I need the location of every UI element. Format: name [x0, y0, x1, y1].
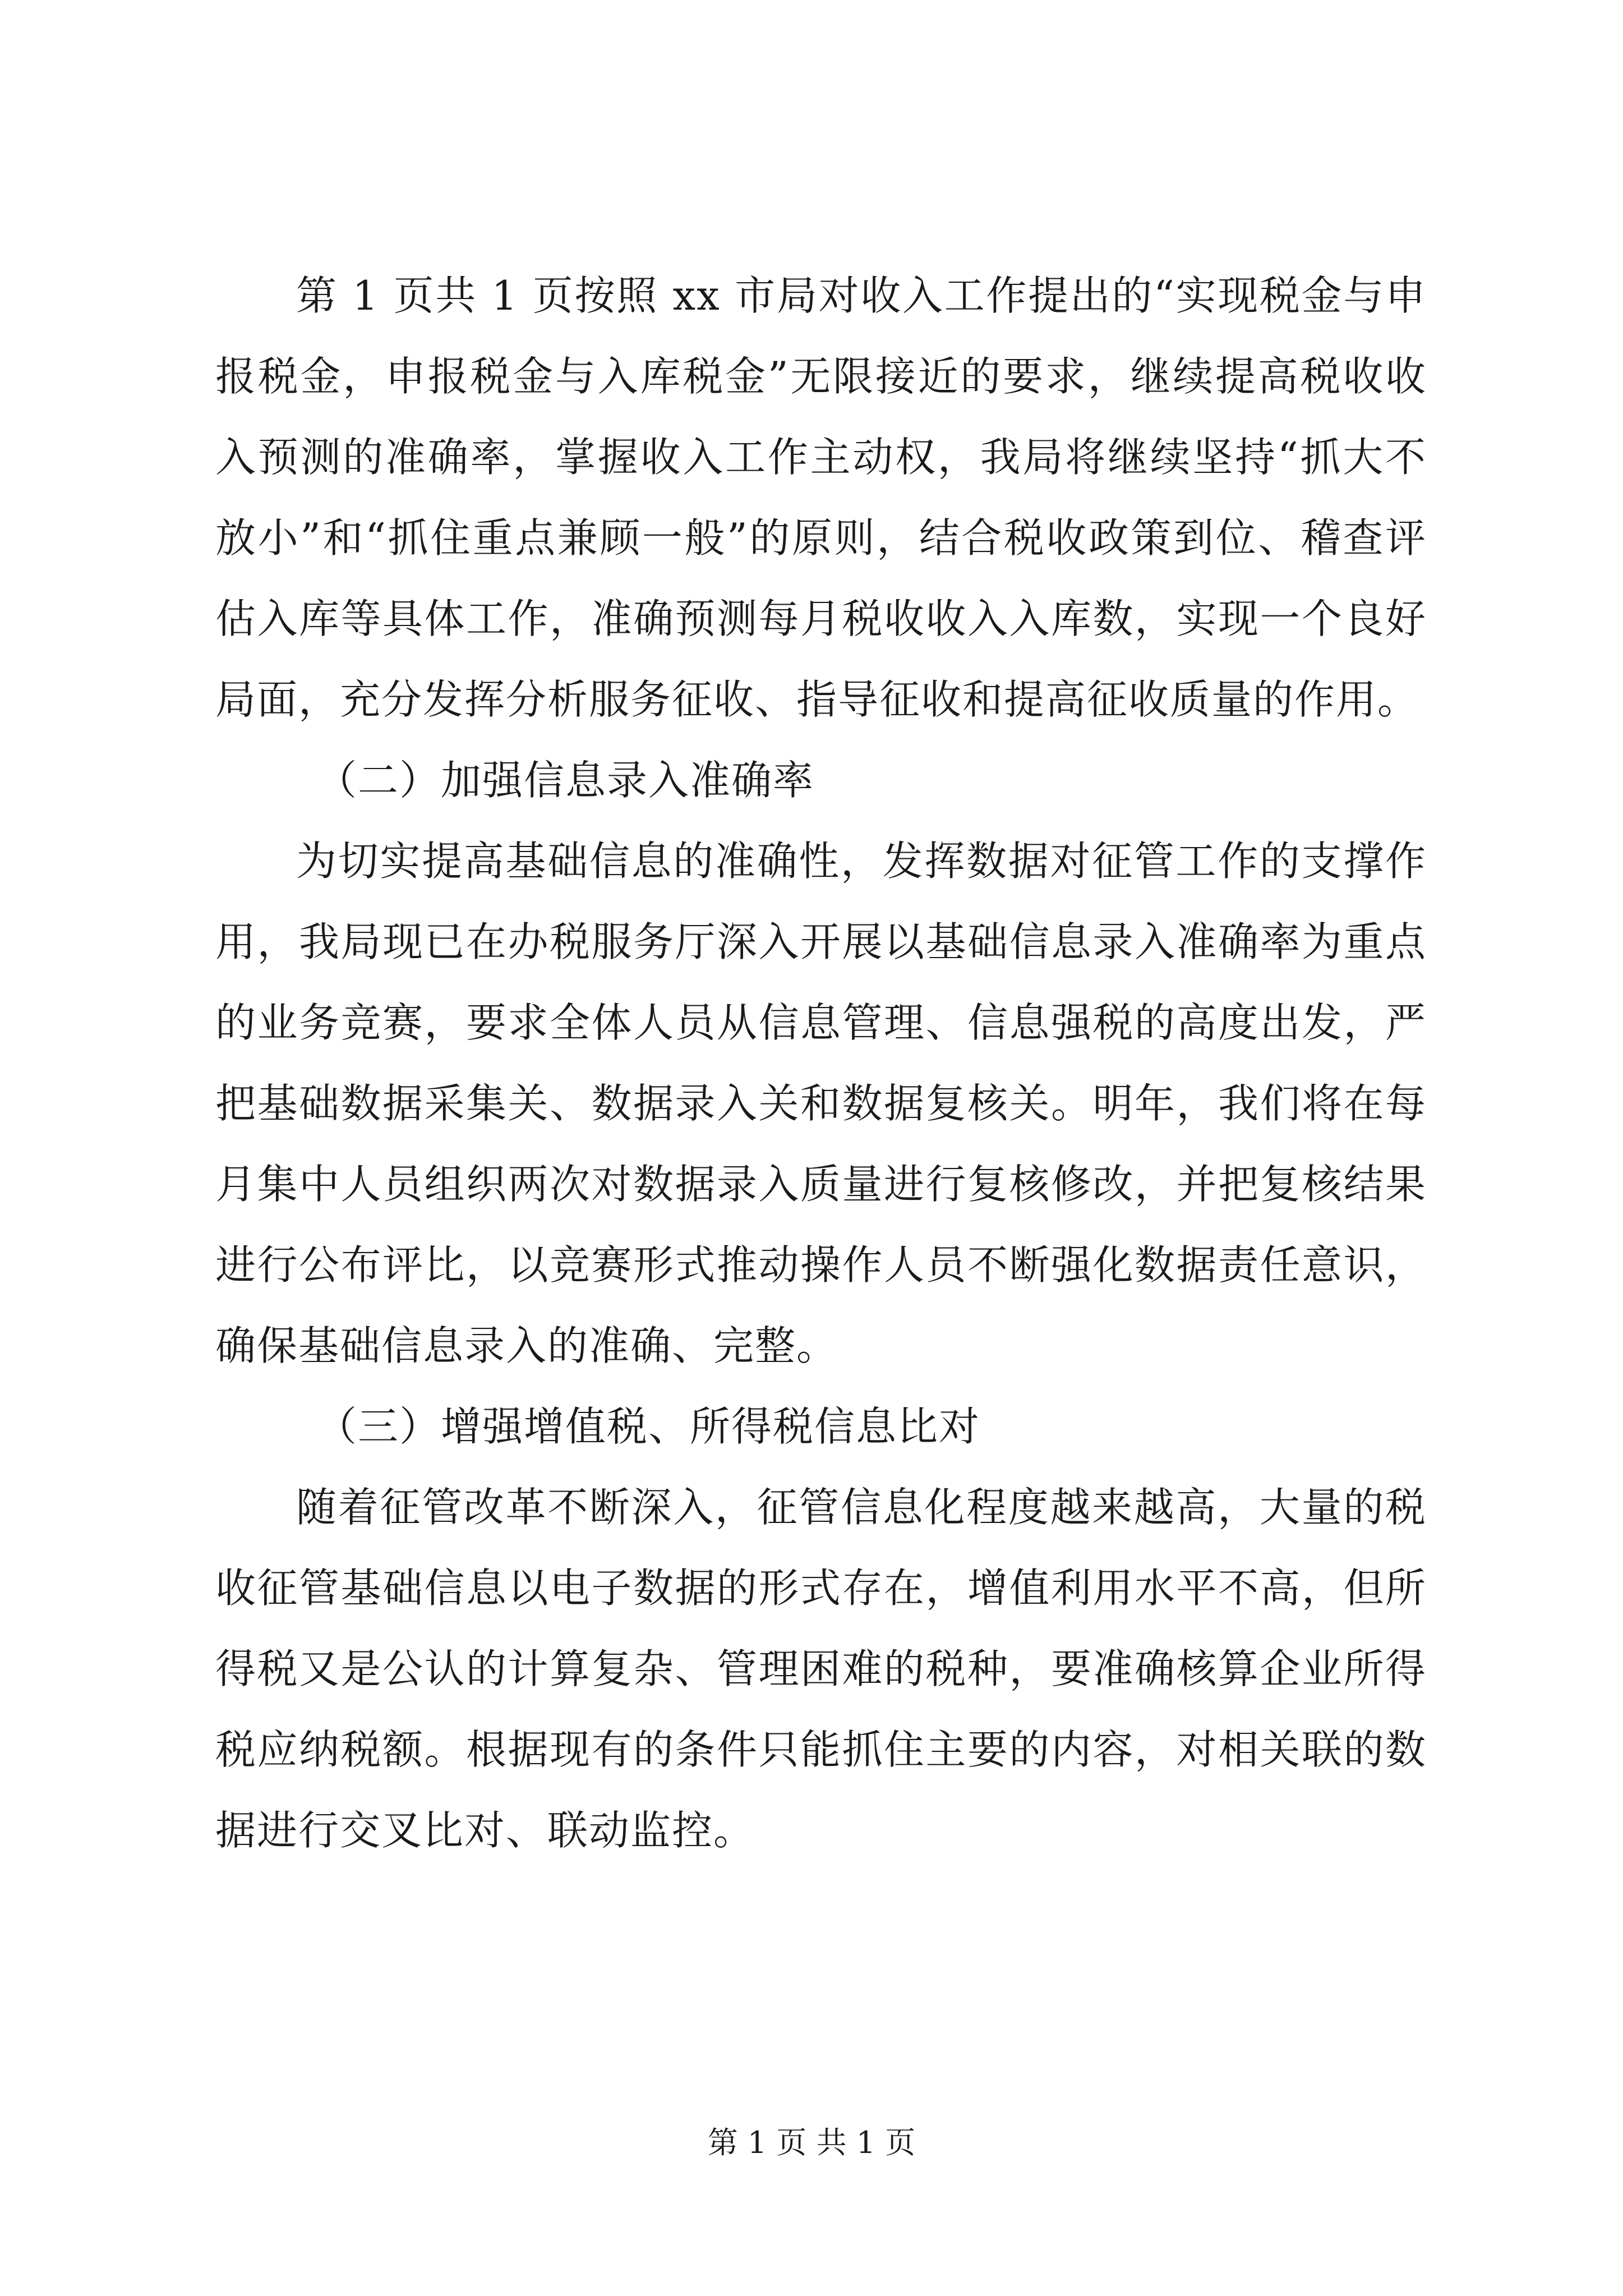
page-footer: 第 1 页 共 1 页: [707, 2125, 916, 2160]
paragraph-info-entry: 为切实提高基础信息的准确性，发挥数据对征管工作的支撑作用，我局现已在办税服务厅深入开展以基础信息录入准确率为重点的业务竞赛，要求全体人员从信息管理、信息强税的高度出发，严把基础数据采集关、数据录入关和数据复核关。明年，我们将在每月集中人员组织两次对数据录入质量进行复核修改，并把复核结果进行公布评比，以竞赛形式推动操作人员不断强化数据责任意识，确保基础信息录入的准确、完整。: [215, 838, 1427, 1369]
paragraph-revenue-forecast: 第 1 页共 1 页按照 xx 市局对收入工作提出的“实现税金与申报税金，申报税金与入库税金”无限接近的要求，继续提高税收收入预测的准确率，掌握收入工作主动权，我局将继续坚持“抓大不放小”和“抓住重点兼顾一般”的原则，结合税收政策到位、稽查评估入库等具体工作，准确预测每月税收收入入库数，实现一个良好局面，充分发挥分析服务征收、指导征收和提高征收质量的作用。: [215, 272, 1427, 723]
section-heading-info-entry: （二）加强信息录入准确率: [316, 757, 815, 804]
paragraph-tax-comparison: 随着征管改革不断深入，征管信息化程度越来越高，大量的税收征管基础信息以电子数据的形式存在，增值利用水平不高，但所得税又是公认的计算复杂、管理困难的税种，要准确核算企业所得税应纳税额。根据现有的条件只能抓住主要的内容，对相关联的数据进行交叉比对、联动监控。: [215, 1484, 1427, 1854]
section-heading-tax-comparison: （三）增强增值税、所得税信息比对: [316, 1403, 981, 1450]
document-body: [215, 255, 1427, 1871]
